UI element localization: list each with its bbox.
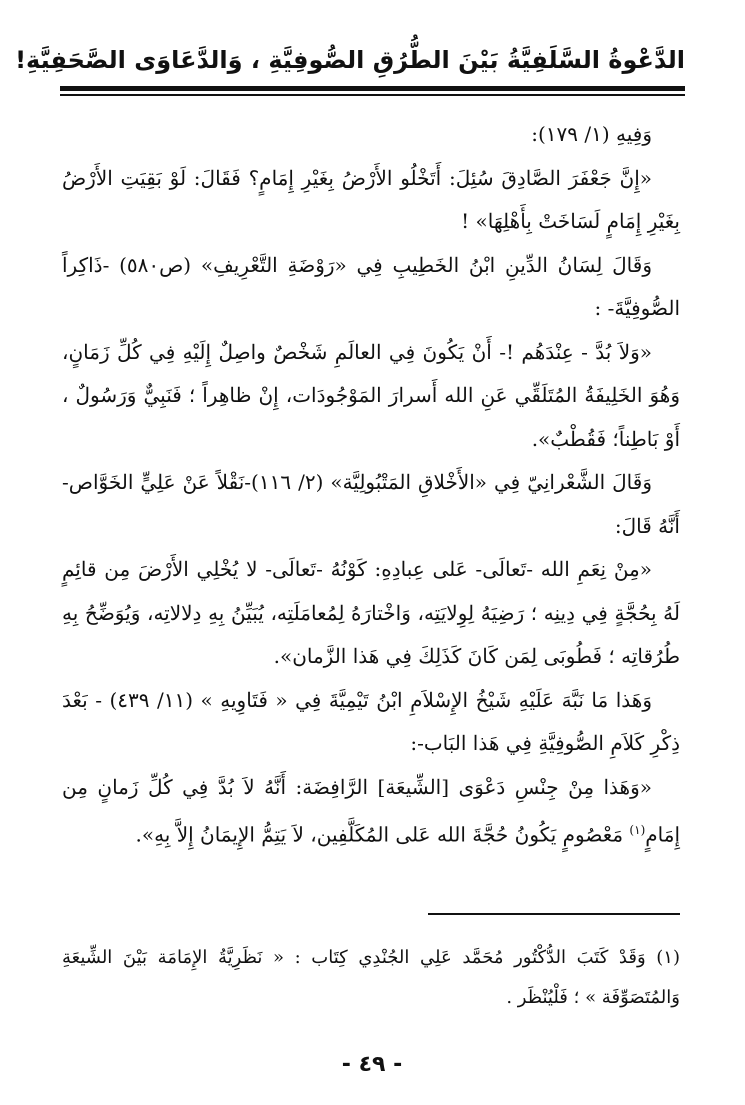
quote-paragraph: «وَلاَ بُدَّ - عِنْدَهُم !- أَنْ يَكُونَ فِي العالَمِ شَخْصٌ واصِلٌ إِلَيْهِ فِي كُلِّ زَمَانٍ، وَهُوَ الخَلِيفَةُ المُتَلَقِّي عَنِ الله أَسرارَ المَوْجُودَات، إِنْ ظاهِراً ؛ فَنَبِيٌّ وَرَسُولٌ ، أَوْ بَاطِناً؛ فَقُطْبٌ». (62, 339, 680, 451)
quote-paragraph: «مِنْ نِعَمِ الله -تَعالَى- عَلى عِبادِهِ: كَوْنُهُ -تَعالَى- لا يُخْلِي الأَرْضَ مِن قائِمٍ لَهُ بِحُجَّةٍ فِي دِينِه ؛ رَضِيَهُ لِوِلايَتِه، وَاخْتارَهُ لِمُعامَلَتِه، يُبَيِّنُ بِهِ دِلالاتِه، وَيُوَضِّحُ بِهِ طُرُقاتِه ؛ فَطُوبَى لِمَن كَانَ كَذَلِكَ فِي هَذا الزَّمان». (62, 557, 680, 668)
main-text (62, 113, 680, 857)
quote-paragraph (62, 766, 680, 858)
page-number: - ٤٩ - (341, 1052, 403, 1077)
header-rule-thick (60, 86, 685, 91)
paragraph: وَقَالَ الشَّعْرانِيّ فِي «الأَخْلاقِ المَتْبُولِيَّة» (٢/ ١١٦)-نَقْلاً عَنْ عَلِيٍّ الخَوَّاص- أَنَّهُ قَالَ: (62, 470, 680, 538)
header-rule-thin (60, 94, 685, 96)
footnote-separator (428, 913, 680, 915)
quote-paragraph: «إِنَّ جَعْفَرَ الصَّادِقَ سُئِلَ: أَتَخْلُو الأَرْضُ بِغَيْرِ إِمَامٍ؟ فَقَالَ: لَوْ بَقِيَتِ الأَرْضُ بِغَيْرِ إِمَامٍ لَسَاخَتْ بِأَهْلِهَا» ! (62, 165, 680, 233)
quote-text: «وَهَذا مِنْ جِنْسِ دَعْوَى [الشِّيعَة] الرَّافِضَة: أَنَّهُ لاَ بُدَّ فِي كُلِّ زَمانٍ مِن إِمَامٍ (62, 774, 680, 847)
footnote (62, 938, 680, 1018)
paragraph: وَهَذا مَا نَبَّهَ عَلَيْهِ شَيْخُ الإِسْلاَمِ ابْنُ تَيْمِيَّةَ فِي « فَتَاوِيهِ » (١١/ ٤٣٩) - بَعْدَ ذِكْرِ كَلاَمِ الصُّوفِيَّةِ فِي هَذا البَاب-: (62, 687, 680, 755)
paragraph: وَفِيهِ (١/ ١٧٩): (531, 122, 652, 146)
quote-text-continued: مَعْصُومٍ يَكُونُ حُجَّةَ الله عَلى المُكَلَّفِين، لاَ يَتِمُّ الإِيمَانُ إِلاَّ بِهِ». (135, 822, 624, 847)
footnote-text: (١) وَقَدْ كَتَبَ الدُّكْتُور مُحَمَّد عَلِي الجُنْدِي كِتَاب : « نَظَرِيَّةُ الإِمَامَة بَيْنَ الشِّيعَةِ وَالمُتَصَوِّفَة » ؛ فَلْيُنْظَر . (62, 947, 680, 1008)
paragraph: وَقَالَ لِسَانُ الدِّينِ ابْنُ الخَطِيبِ فِي «رَوْضَةِ التَّعْرِيفِ» (ص٥٨٠) -ذَاكِراً الصُّوفِيَّةَ- : (62, 252, 680, 320)
footnote-marker: (١) (629, 823, 646, 837)
running-header: الدَّعْوةُ السَّلَفِيَّةُ بَيْنَ الطُّرُقِ الصُّوفِيَّةِ ، وَالدَّعَاوَى الصَّحَفِيَّةِ! (15, 46, 685, 74)
